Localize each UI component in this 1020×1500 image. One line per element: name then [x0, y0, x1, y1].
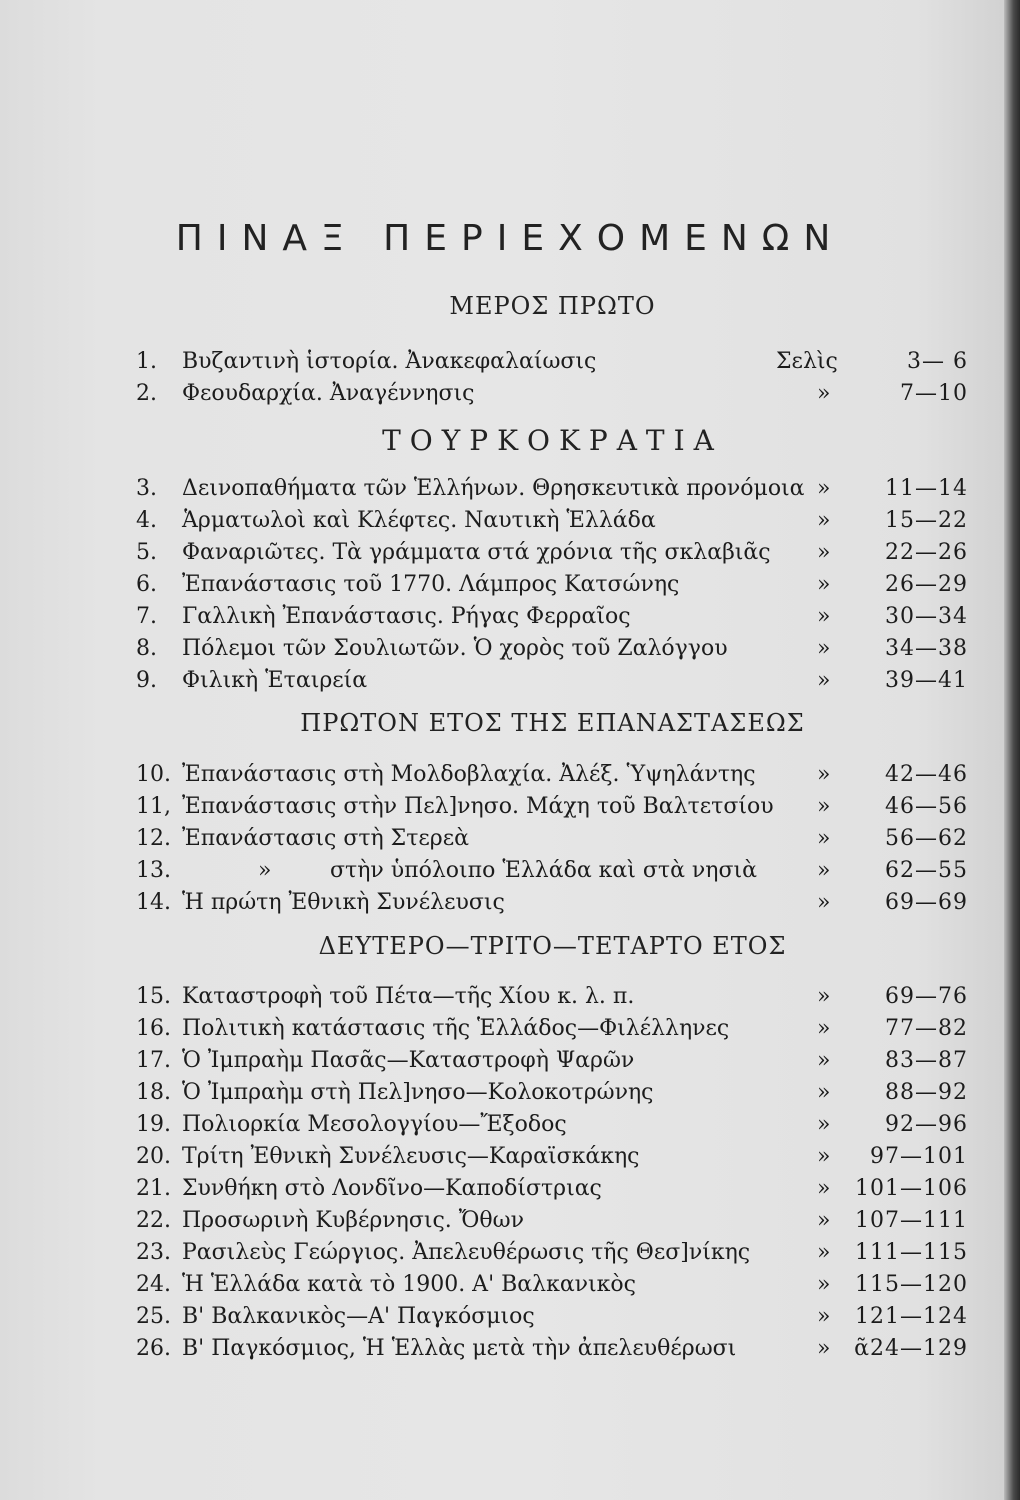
toc-entry	[136, 888, 968, 918]
entry-title: Ἡ Ἑλλάδα κατὰ τὸ 1900. Α' Βαλκανικὸς	[182, 1272, 636, 1297]
entry-pages: 39—41	[885, 668, 968, 693]
entry-pages: 46—56	[885, 794, 968, 819]
entry-number: 24.	[136, 1272, 171, 1297]
ditto-mark: »	[817, 572, 831, 597]
entry-pages: 115—120	[855, 1272, 968, 1297]
entry-number: 26.	[136, 1336, 171, 1361]
toc-entry	[136, 1206, 968, 1236]
entry-pages: 97—101	[870, 1144, 968, 1169]
entry-pages: 34—38	[885, 636, 968, 661]
entry-title: Ἐπανάστασις στὴν Πελ]νησο. Μάχη τοῦ Βαλτετσίου	[182, 794, 774, 819]
entry-number: 18.	[136, 1080, 171, 1105]
entry-title: Φαναριῶτες. Τὰ γράμματα στά χρόνια τῆς σκλαβιᾶς	[182, 540, 771, 565]
ditto-mark: »	[817, 1144, 831, 1169]
entry-pages: 56—62	[885, 826, 968, 851]
entry-pages: 30—34	[885, 604, 968, 629]
section-heading-second-third-fourth-year: ΔΕΥΤΕΡΟ—ΤΡΙΤΟ—ΤΕΤΑΡΤΟ ΕΤΟΣ	[318, 932, 787, 960]
toc-entry	[136, 602, 968, 632]
toc-entry	[136, 666, 968, 696]
ditto-mark: »	[817, 794, 831, 819]
toc-entry	[136, 347, 968, 377]
toc-entry	[136, 570, 968, 600]
section-heading-first-year: ΠΡΩΤΟΝ ΕΤΟΣ ΤΗΣ ΕΠΑΝΑΣΤΑΣΕΩΣ	[300, 709, 805, 737]
entry-number: 8.	[136, 636, 157, 661]
ditto-mark: »	[817, 1080, 831, 1105]
entry-title: Ρασιλεὺς Γεώργιος. Ἀπελευθέρωσις τῆς Θεσ]νίκης	[182, 1240, 751, 1265]
ditto-mark: »	[817, 540, 831, 565]
section-heading-part-one: ΜΕΡΟΣ ΠΡΩΤΟ	[449, 292, 656, 320]
entry-number: 11,	[136, 794, 171, 819]
entry-title: Βυζαντινὴ ἱστορία. Ἀνακεφαλαίωσις	[182, 349, 597, 374]
ditto-mark: »	[817, 1272, 831, 1297]
entry-pages: 42—46	[885, 762, 968, 787]
entry-title: Ἡ πρώτη Ἐθνικὴ Συνέλευσις	[182, 890, 505, 915]
toc-entry	[136, 1142, 968, 1172]
entry-pages: 88—92	[885, 1080, 968, 1105]
ditto-mark: »	[817, 1176, 831, 1201]
ditto-mark: »	[817, 1240, 831, 1265]
entry-number: 25.	[136, 1304, 171, 1329]
entry-pages: 107—111	[855, 1208, 968, 1233]
entry-number: 4.	[136, 508, 157, 533]
toc-entry	[136, 792, 968, 822]
entry-number: 17.	[136, 1048, 171, 1073]
entry-title: Φιλικὴ Ἑταιρεία	[182, 668, 368, 693]
entry-number: 7.	[136, 604, 157, 629]
entry-title: Ἁρματωλοὶ καὶ Κλέφτες. Ναυτικὴ Ἑλλάδα	[182, 508, 656, 533]
entry-title: Ἐπανάστασις τοῦ 1770. Λάμπρος Κατσώνης	[182, 572, 680, 597]
entry-pages: 77—82	[885, 1016, 968, 1041]
toc-entry	[136, 1014, 968, 1044]
entry-title: Φεουδαρχία. Ἀναγέννησις	[182, 381, 475, 406]
ditto-mark: »	[817, 826, 831, 851]
toc-entry	[136, 760, 968, 790]
toc-entry	[136, 1302, 968, 1332]
entry-number: 10.	[136, 762, 171, 787]
ditto-mark: »	[817, 1304, 831, 1329]
entry-title: Συνθήκη στὸ Λονδῖνο—Καποδίστριας	[182, 1176, 602, 1201]
entry-number: 19.	[136, 1112, 171, 1137]
entry-number: 9.	[136, 668, 157, 693]
entry-pages: 83—87	[885, 1048, 968, 1073]
entry-pages: 92—96	[885, 1112, 968, 1137]
toc-entry	[136, 634, 968, 664]
ditto-mark: »	[817, 762, 831, 787]
entry-pages: 111—115	[855, 1240, 968, 1265]
entry-pages: 26—29	[885, 572, 968, 597]
entry-number: 22.	[136, 1208, 171, 1233]
toc-entry	[136, 982, 968, 1012]
entry-pages: 62—55	[885, 858, 968, 883]
entry-pages: 11—14	[885, 476, 968, 501]
ditto-mark: »	[817, 890, 831, 915]
ditto-mark: »	[817, 1048, 831, 1073]
entry-pages: 7—10	[900, 381, 968, 406]
entry-title: Γαλλικὴ Ἐπανάστασις. Ρήγας Φερραῖος	[182, 604, 631, 629]
entry-title: Πολιορκία Μεσολογγίου—Ἔξοδος	[182, 1112, 567, 1137]
ditto-mark: »	[817, 858, 831, 883]
entry-number: 14.	[136, 890, 171, 915]
toc-entry	[136, 1238, 968, 1268]
entry-pages: 69—76	[885, 984, 968, 1009]
ditto-mark: »	[817, 508, 831, 533]
entry-number: 23.	[136, 1240, 171, 1265]
entry-number: 6.	[136, 572, 157, 597]
section-heading-tourkokratia: ΤΟΥΡΚΟΚΡΑΤΙΑ	[382, 424, 723, 457]
entry-number: 1.	[136, 349, 157, 374]
ditto-mark: »	[258, 858, 272, 883]
toc-entry	[136, 379, 968, 409]
ditto-mark: »	[817, 1208, 831, 1233]
entry-title: Καταστροφὴ τοῦ Πέτα—τῆς Χίου κ. λ. π.	[182, 984, 635, 1009]
entry-number: 3.	[136, 476, 157, 501]
ditto-mark: »	[817, 476, 831, 501]
entry-pages: 22—26	[885, 540, 968, 565]
entry-title: Πολιτικὴ κατάστασις τῆς Ἑλλάδος—Φιλέλληνες	[182, 1016, 730, 1041]
ditto-mark: »	[817, 668, 831, 693]
toc-entry	[136, 1174, 968, 1204]
entry-title: Β' Παγκόσμιος, Ἡ Ἑλλὰς μετὰ τὴν ἀπελευθέρωσι	[182, 1336, 737, 1361]
ditto-mark: »	[817, 604, 831, 629]
entry-title: Δεινοπαθήματα τῶν Ἑλλήνων. Θρησκευτικὰ προνόμοια	[182, 476, 805, 501]
entry-pages: 15—22	[885, 508, 968, 533]
entry-pages: ᾶ24—129	[854, 1336, 968, 1361]
ditto-mark: »	[817, 636, 831, 661]
toc-entry	[136, 538, 968, 568]
entry-title: Πόλεμοι τῶν Σουλιωτῶν. Ὁ χορὸς τοῦ Ζαλόγγου	[182, 636, 728, 661]
toc-entry	[136, 824, 968, 854]
entry-title: Τρίτη Ἐθνικὴ Συνέλευσις—Καραϊσκάκης	[182, 1144, 640, 1169]
entry-title: Ὁ Ἰμπραὴμ στὴ Πελ]νησο—Κολοκοτρώνης	[182, 1080, 654, 1105]
entry-number: 21.	[136, 1176, 171, 1201]
entry-title: Ἐπανάστασις στὴ Μολδοβλαχία. Ἀλέξ. Ὑψηλάντης	[182, 762, 756, 787]
page-label: Σελὶς	[776, 349, 838, 374]
entry-title: Ἐπανάστασις στὴ Στερεὰ	[182, 826, 469, 851]
ditto-mark: »	[817, 1112, 831, 1137]
entry-pages: 69—69	[885, 890, 968, 915]
entry-pages: 121—124	[855, 1304, 968, 1329]
entry-number: 2.	[136, 381, 157, 406]
entry-number: 20.	[136, 1144, 171, 1169]
page-title: ΠΙΝΑΞ ΠΕΡΙΕΧΟΜΕΝΩΝ	[175, 218, 845, 259]
entry-number: 15.	[136, 984, 171, 1009]
toc-entry	[136, 1270, 968, 1300]
toc-entry	[136, 856, 968, 886]
toc-entry	[136, 1046, 968, 1076]
entry-title: Προσωρινὴ Κυβέρνησις. Ὄθων	[182, 1208, 524, 1233]
entry-number: 12.	[136, 826, 171, 851]
entry-title: στὴν ὑπόλοιπο Ἑλλάδα καὶ στὰ νησιὰ	[330, 858, 757, 883]
entry-title: Ὁ Ἰμπραὴμ Πασᾶς—Καταστροφὴ Ψαρῶν	[182, 1048, 635, 1073]
ditto-mark: »	[817, 1016, 831, 1041]
toc-entry	[136, 1110, 968, 1140]
toc-entry	[136, 474, 968, 504]
entry-number: 13.	[136, 858, 171, 883]
entry-pages: 101—106	[855, 1176, 968, 1201]
ditto-mark: »	[817, 984, 831, 1009]
entry-number: 5.	[136, 540, 157, 565]
entry-number: 16.	[136, 1016, 171, 1041]
entry-title: Β' Βαλκανικὸς—Α' Παγκόσμιος	[182, 1304, 535, 1329]
ditto-mark: »	[817, 1336, 831, 1361]
toc-entry	[136, 1078, 968, 1108]
toc-entry	[136, 506, 968, 536]
toc-entry	[136, 1334, 968, 1364]
ditto-mark: »	[817, 381, 831, 406]
entry-pages: 3— 6	[907, 349, 968, 374]
